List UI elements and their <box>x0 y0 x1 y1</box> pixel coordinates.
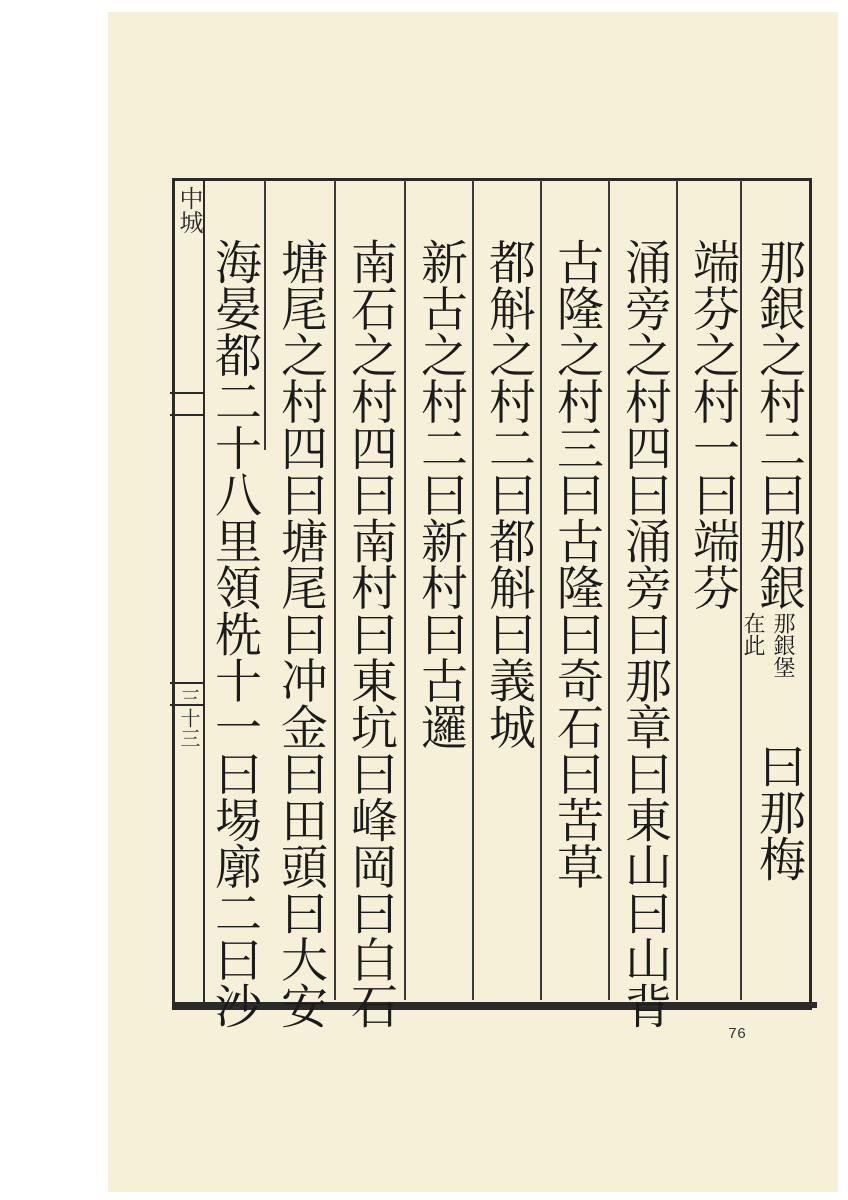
text-column-8: 塘尾之村四曰塘尾曰冲金曰田頭曰大安 <box>273 238 328 1029</box>
text-column-4: 古隆之村三曰古隆曰奇石曰苦草 <box>549 238 604 889</box>
column-rule <box>540 180 542 1000</box>
center-margin-strip <box>172 178 205 1010</box>
margin-folio: 三十三 <box>177 688 201 748</box>
text-column-6: 新古之村二曰新村曰古邏 <box>413 238 468 750</box>
text-column-9: 海晏都二十八里領㭠十一曰埸廓二曰沙 <box>207 238 262 1029</box>
text-column-1-continuation: 曰那梅 <box>751 742 806 882</box>
interlinear-note-left: 在此 <box>740 612 765 656</box>
column-rule <box>334 180 336 1000</box>
interlinear-note-right: 那銀堡 <box>770 612 795 678</box>
column-rule <box>676 180 678 1000</box>
text-column-7: 南石之村四曰南村曰東坑曰峰岡曰白石 <box>343 238 398 1029</box>
margin-title: 中城 <box>175 186 203 234</box>
column-rule <box>404 180 406 1000</box>
text-column-1: 那銀之村二曰那銀 <box>751 238 806 610</box>
text-column-2: 端芬之村一曰端芬 <box>685 238 740 610</box>
text-column-3: 涌旁之村四曰涌旁曰那章曰東山曰山背 <box>617 238 672 1029</box>
column-rule <box>740 180 742 1000</box>
page-number: 76 <box>728 1026 747 1043</box>
page-border-bottom <box>172 1002 817 1008</box>
text-column-5: 都斛之村二曰都斛曰義城 <box>481 238 536 750</box>
column-rule <box>472 180 474 1000</box>
fish-tail-mark <box>170 392 204 416</box>
column-rule <box>608 180 610 1000</box>
column-rule <box>264 180 266 450</box>
